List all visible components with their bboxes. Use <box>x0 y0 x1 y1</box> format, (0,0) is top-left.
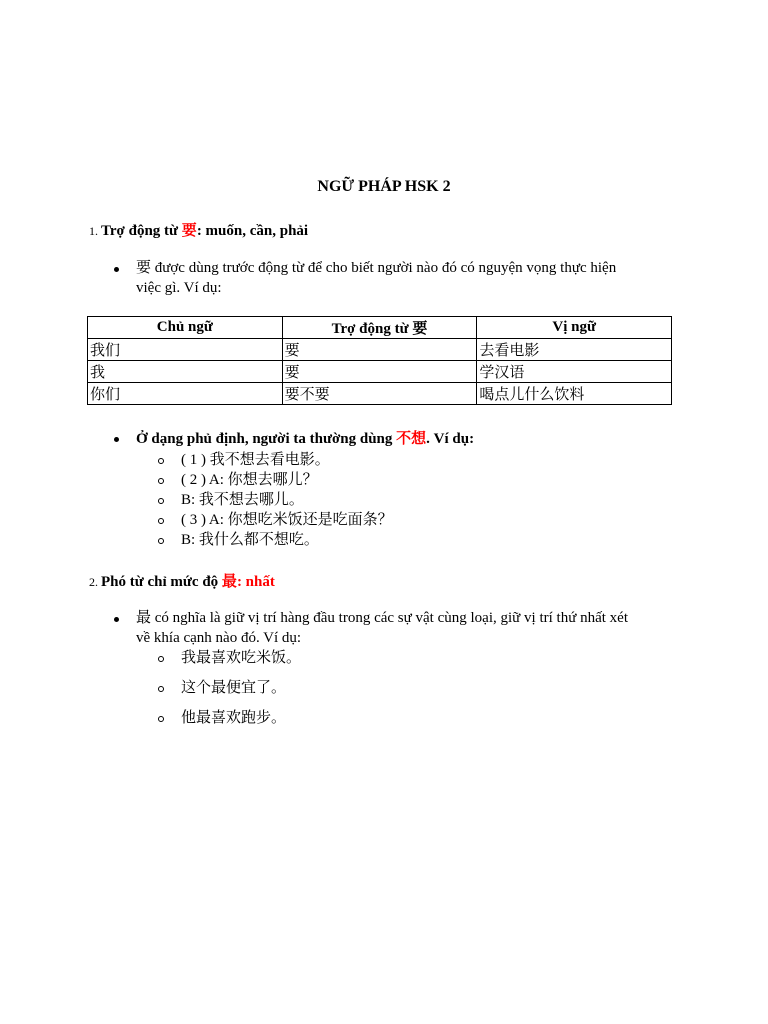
table-header-row <box>88 317 672 339</box>
section2-heading-char: 最 <box>221 574 237 590</box>
sub-bullet-dot <box>158 458 164 464</box>
section1-bullet1-line2: việc gì. Ví dụ: <box>136 280 222 296</box>
section1-example: ( 1 ) 我不想去看电影。 <box>181 452 330 468</box>
document-title: NGỮ PHÁP HSK 2 <box>317 178 451 195</box>
grammar-table <box>87 316 672 405</box>
table-row <box>88 383 672 405</box>
sub-bullet-dot <box>158 716 164 722</box>
section2-example: 他最喜欢跑步。 <box>181 710 287 726</box>
sub-bullet-dot <box>158 686 164 692</box>
section2-example: 我最喜欢吃米饭。 <box>181 650 302 666</box>
sub-bullet-dot <box>158 538 164 544</box>
table-cell: 你们 <box>88 383 283 405</box>
section2-example: 这个最便宜了。 <box>181 680 287 696</box>
section2-bullet-line1: 最 có nghĩa là giữ vị trí hàng đầu trong các sự vật cùng loại, giữ vị trí thứ nhất xét <box>136 610 628 626</box>
section1-number: 1. <box>89 224 98 238</box>
table-cell: 我们 <box>88 339 283 361</box>
sub-bullet-dot <box>158 478 164 484</box>
section1-heading-char: 要 <box>181 223 197 239</box>
section1-example: B: 我什么都不想吃。 <box>181 532 319 548</box>
section1-heading <box>89 219 308 240</box>
section1-heading-pre: Trợ động từ <box>101 223 182 239</box>
sub-bullet-dot <box>158 656 164 662</box>
table-cell: 学汉语 <box>477 361 672 383</box>
table-cell: 要不要 <box>282 383 477 405</box>
bullet-dot <box>114 267 119 272</box>
table-cell: 要 <box>282 361 477 383</box>
section1-example: ( 3 ) A: 你想吃米饭还是吃面条？ <box>181 512 393 528</box>
section1-example: ( 2 ) A: 你想去哪儿？ <box>181 472 318 488</box>
section1-bullet1-line1: 要 được dùng trước động từ để cho biết người nào đó có nguyện vọng thực hiện <box>136 260 617 276</box>
bullet-dot <box>114 437 119 442</box>
table-header-subject: Chủ ngữ <box>88 317 283 339</box>
section1-bullet2-post: . Ví dụ: <box>426 431 475 447</box>
table-header-predicate: Vị ngữ <box>477 317 672 339</box>
table-cell: 去看电影 <box>477 339 672 361</box>
section1-example: B: 我不想去哪儿。 <box>181 492 304 508</box>
table-row <box>88 339 672 361</box>
section1-heading-post: : muốn, cần, phải <box>196 223 309 239</box>
sub-bullet-dot <box>158 518 164 524</box>
section1-bullet1 <box>136 258 676 298</box>
section1-bullet2-pre: Ở dạng phủ định, người ta thường dùng <box>136 431 397 447</box>
table-row <box>88 361 672 383</box>
sub-bullet-dot <box>158 498 164 504</box>
section2-heading-post: : nhất <box>236 574 275 590</box>
section2-heading <box>89 570 275 591</box>
section2-number: 2. <box>89 575 98 589</box>
table-cell: 喝点儿什么饮料 <box>477 383 672 405</box>
section1-bullet2-red: 不想 <box>396 431 427 447</box>
table-cell: 要 <box>282 339 477 361</box>
bullet-dot <box>114 617 119 622</box>
section2-bullet-line2: về khía cạnh nào đó. Ví dụ: <box>136 630 302 646</box>
section1-bullet2 <box>136 429 676 449</box>
section2-bullet <box>136 608 676 648</box>
table-cell: 我 <box>88 361 283 383</box>
section2-heading-pre: Phó từ chỉ mức độ <box>101 574 222 590</box>
table-header-aux-verb: Trợ động từ 要 <box>282 317 477 339</box>
